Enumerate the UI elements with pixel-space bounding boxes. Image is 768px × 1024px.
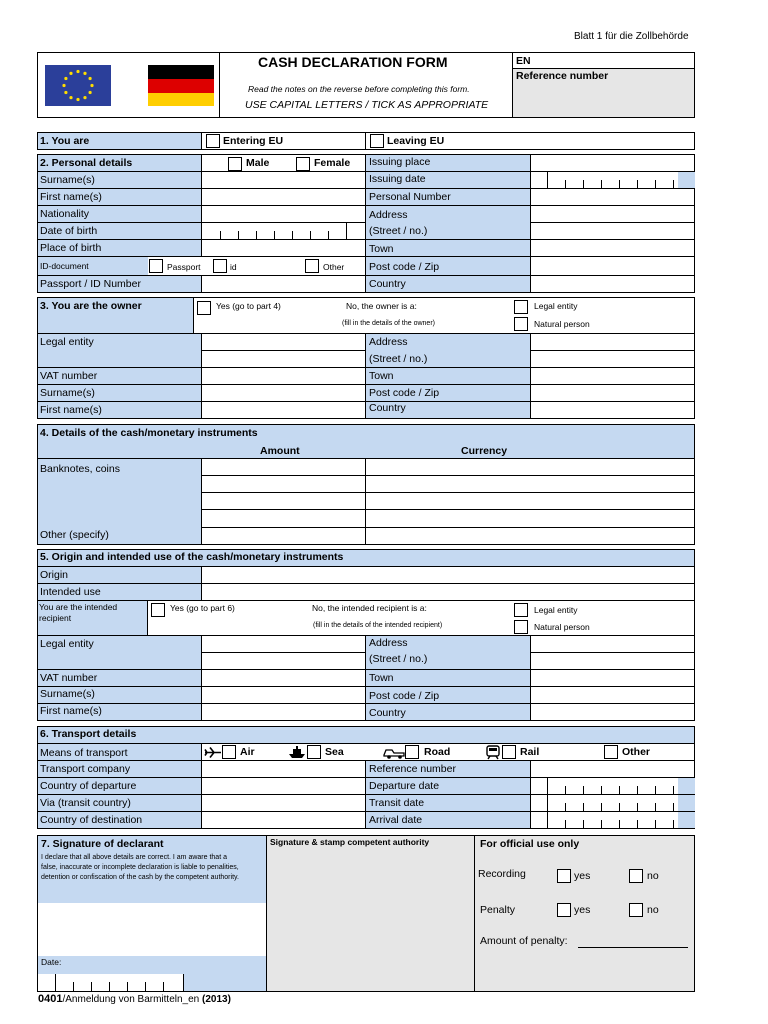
recording-no-checkbox[interactable]: [629, 869, 643, 883]
sheet-note: Blatt 1 für die Zollbehörde: [574, 31, 689, 42]
owner-country-field[interactable]: [530, 401, 695, 419]
owner-no-label: No, the owner is a:: [346, 301, 417, 311]
owner-vat-field[interactable]: [201, 367, 366, 385]
leaving-eu-checkbox[interactable]: [370, 134, 384, 148]
sea-label: Sea: [325, 746, 344, 758]
pob-label: Place of birth: [40, 242, 102, 254]
recipient-legal-entity-field-1[interactable]: [201, 635, 366, 653]
penalty-label: Penalty: [480, 904, 516, 916]
air-checkbox[interactable]: [222, 745, 236, 759]
amount-field-3[interactable]: [201, 492, 366, 510]
airplane-icon: [204, 746, 222, 759]
passport-id-field[interactable]: [201, 275, 366, 293]
transit-date-field[interactable]: [530, 794, 695, 812]
leaving-eu-label: Leaving EU: [387, 135, 445, 147]
issuing-place-label: Issuing place: [369, 156, 431, 168]
date-label: Date:: [41, 957, 62, 967]
owner-vat-label: VAT number: [40, 370, 98, 382]
departure-country-label: Country of departure: [40, 780, 137, 792]
personal-number-label: Personal Number: [369, 191, 451, 203]
nationality-label: Nationality: [40, 208, 90, 220]
footer-year: (2013): [202, 994, 231, 1005]
owner-street-label: (Street / no.): [369, 353, 428, 365]
entering-eu-cell: [201, 132, 366, 150]
language-box: [512, 52, 695, 69]
issuing-date-field[interactable]: [530, 171, 695, 189]
owner-legal-entity-checkbox[interactable]: [514, 300, 528, 314]
gender-cell: [201, 154, 366, 172]
town-label: Town: [369, 243, 394, 255]
leaving-eu-cell: [365, 132, 695, 150]
origin-label: Origin: [40, 569, 69, 581]
owner-natural-person-option: Natural person: [534, 319, 590, 329]
id-label: id: [230, 262, 237, 272]
other-transport-label: Other: [622, 746, 651, 758]
surname-label: Surname(s): [40, 174, 95, 186]
recipient-first-name-field[interactable]: [201, 703, 366, 721]
recipient-town-field[interactable]: [530, 669, 695, 687]
owner-yes-checkbox[interactable]: [197, 301, 211, 315]
stamp-box[interactable]: [266, 835, 475, 992]
s6-title: 6. Transport details: [40, 728, 137, 740]
owner-legal-entity-field-2[interactable]: [201, 350, 366, 368]
address-field-1[interactable]: [530, 205, 695, 223]
transit-country-label: Via (transit country): [40, 797, 131, 809]
recipient-address-label: Address: [369, 637, 408, 649]
penalty-no-checkbox[interactable]: [629, 903, 643, 917]
recording-no-label: no: [647, 870, 659, 882]
pob-field[interactable]: [201, 239, 366, 257]
owner-legal-entity-option: Legal entity: [534, 301, 578, 311]
recipient-legal-entity-field-2[interactable]: [201, 652, 366, 670]
sea-checkbox[interactable]: [307, 745, 321, 759]
owner-town-label: Town: [369, 370, 394, 382]
passport-checkbox[interactable]: [149, 259, 163, 273]
declaration-line-1: I declare that all above details are correct. I am aware that a: [41, 854, 227, 861]
banknotes-label: Banknotes, coins: [40, 463, 120, 475]
recipient-country-field[interactable]: [530, 703, 695, 721]
male-label: Male: [246, 157, 270, 169]
address-label: Address: [369, 209, 408, 221]
recipient-postcode-label: Post code / Zip: [369, 690, 440, 702]
owner-first-name-label: First name(s): [40, 404, 102, 416]
penalty-yes-label: yes: [574, 904, 591, 916]
origin-field[interactable]: [201, 566, 695, 584]
arrival-date-field[interactable]: [530, 811, 695, 829]
s2-title: 2. Personal details: [40, 157, 133, 169]
owner-surname-field[interactable]: [201, 384, 366, 402]
owner-first-name-field[interactable]: [201, 401, 366, 419]
recipient-label-2: recipient: [39, 613, 72, 623]
rail-label: Rail: [520, 746, 540, 758]
recipient-legal-entity-option: Legal entity: [534, 605, 578, 615]
other-doc-checkbox[interactable]: [305, 259, 319, 273]
nationality-field[interactable]: [201, 205, 366, 223]
amount-field-4[interactable]: [201, 509, 366, 528]
penalty-yes-checkbox[interactable]: [557, 903, 571, 917]
town-field[interactable]: [530, 239, 695, 257]
s4-header: [37, 424, 695, 459]
eu-flag-icon: [45, 65, 111, 106]
language-code: EN: [516, 55, 531, 67]
recipient-yes-label: Yes (go to part 6): [170, 603, 235, 613]
declarant-signature-field[interactable]: [38, 903, 266, 956]
transport-company-label: Transport company: [40, 763, 131, 775]
declaration-line-3: detention or confiscation of the cash by the competent authority.: [41, 874, 239, 881]
currency-header: Currency: [461, 445, 508, 457]
recipient-yes-checkbox[interactable]: [151, 603, 165, 617]
recipient-legal-entity-label: Legal entity: [40, 638, 94, 650]
address-field-2[interactable]: [530, 222, 695, 240]
personal-number-field[interactable]: [530, 188, 695, 206]
female-label: Female: [314, 157, 351, 169]
official-title: For official use only: [480, 838, 580, 850]
intended-use-label: Intended use: [40, 586, 101, 598]
transport-reference-field[interactable]: [530, 760, 695, 778]
owner-options: [193, 297, 695, 334]
id-checkbox[interactable]: [213, 259, 227, 273]
owner-address-field-1[interactable]: [530, 333, 695, 351]
surname-field[interactable]: [201, 171, 366, 189]
declarant-box: [37, 835, 267, 992]
german-flag-icon: [148, 65, 214, 106]
owner-country-label: Country: [369, 402, 406, 414]
country-label: Country: [369, 278, 406, 290]
recipient-surname-field[interactable]: [201, 686, 366, 704]
transit-country-field[interactable]: [201, 794, 366, 812]
owner-legal-entity-label: Legal entity: [40, 336, 94, 348]
s4-title: 4. Details of the cash/monetary instruments: [40, 427, 258, 439]
recipient-label-1: You are the intended: [39, 602, 118, 612]
recipient-address-field-2[interactable]: [530, 652, 695, 670]
passport-id-label: Passport / ID Number: [40, 278, 141, 290]
owner-yes-label: Yes (go to part 4): [216, 301, 281, 311]
caps-note: USE CAPITAL LETTERS / TICK AS APPROPRIATE: [245, 99, 489, 111]
recipient-first-name-label: First name(s): [40, 705, 102, 717]
recipient-country-label: Country: [369, 707, 406, 719]
form-code: 0401: [38, 993, 63, 1005]
declaration-line-2: false, inaccurate or incomplete declaration is liable to penalities,: [41, 864, 239, 871]
entering-eu-label: Entering EU: [223, 135, 284, 147]
instruction-note: Read the notes on the reverse before completing this form.: [248, 84, 470, 94]
transport-company-field[interactable]: [201, 760, 366, 778]
other-transport-checkbox[interactable]: [604, 745, 618, 759]
recipient-natural-person-checkbox[interactable]: [514, 620, 528, 634]
male-checkbox[interactable]: [228, 157, 242, 171]
recipient-town-label: Town: [369, 672, 394, 684]
departure-date-label: Departure date: [369, 780, 440, 792]
title-box: [219, 52, 513, 118]
id-document-row: [37, 256, 366, 276]
reference-box: [512, 68, 695, 118]
currency-field-5[interactable]: [365, 527, 695, 545]
dob-label: Date of birth: [40, 225, 98, 237]
female-checkbox[interactable]: [296, 157, 310, 171]
date-area: [38, 956, 266, 991]
issuing-date-label: Issuing date: [369, 173, 426, 185]
transit-date-label: Transit date: [369, 797, 425, 809]
owner-postcode-label: Post code / Zip: [369, 387, 440, 399]
issuing-place-field[interactable]: [530, 154, 695, 172]
destination-country-label: Country of destination: [40, 814, 143, 826]
s7-title: 7. Signature of declarant: [41, 838, 164, 850]
dob-field[interactable]: [201, 222, 366, 240]
recording-label: Recording: [478, 868, 526, 880]
recipient-address-field-1[interactable]: [530, 635, 695, 653]
amount-header: Amount: [260, 445, 300, 457]
other-doc-label: Other: [323, 262, 345, 272]
currency-field-1[interactable]: [365, 458, 695, 476]
owner-natural-person-checkbox[interactable]: [514, 317, 528, 331]
car-icon: [383, 746, 405, 759]
road-label: Road: [424, 746, 451, 758]
penalty-amount-line[interactable]: [578, 947, 688, 948]
amount-field-5[interactable]: [201, 527, 366, 545]
recipient-fill-note: (fill in the details of the intended recipient): [313, 622, 443, 629]
recipient-no-label: No, the intended recipient is a:: [312, 603, 427, 613]
air-label: Air: [240, 746, 255, 758]
recipient-postcode-field[interactable]: [530, 686, 695, 704]
recipient-natural-person-option: Natural person: [534, 622, 590, 632]
recipient-options: [147, 600, 695, 636]
owner-fill-note: (fill in the details of the owner): [342, 320, 435, 327]
owner-address-label: Address: [369, 336, 408, 348]
id-doc-label: ID-document: [40, 261, 89, 271]
official-use-box: [474, 835, 695, 992]
reference-label: Reference number: [516, 70, 609, 82]
first-name-label: First name(s): [40, 191, 102, 203]
owner-town-field[interactable]: [530, 367, 695, 385]
transport-reference-label: Reference number: [369, 763, 456, 775]
road-checkbox[interactable]: [405, 745, 419, 759]
owner-postcode-field[interactable]: [530, 384, 695, 402]
means-label: Means of transport: [40, 747, 128, 759]
recording-yes-label: yes: [574, 870, 591, 882]
ship-icon: [287, 745, 307, 759]
s1-title-cell: [37, 132, 202, 150]
arrival-date-label: Arrival date: [369, 814, 423, 826]
penalty-amount-label: Amount of penalty:: [480, 935, 568, 947]
postcode-field[interactable]: [530, 256, 695, 276]
destination-country-field[interactable]: [201, 811, 366, 829]
amount-field-2[interactable]: [201, 475, 366, 493]
date-field[interactable]: [38, 974, 184, 991]
train-icon: [485, 745, 501, 760]
flags-box: [37, 52, 220, 118]
postcode-label: Post code / Zip: [369, 261, 440, 273]
recipient-legal-entity-checkbox[interactable]: [514, 603, 528, 617]
owner-legal-entity-field-1[interactable]: [201, 333, 366, 351]
currency-field-3[interactable]: [365, 492, 695, 510]
rail-checkbox[interactable]: [502, 745, 516, 759]
s3-title: 3. You are the owner: [40, 300, 142, 312]
entering-eu-checkbox[interactable]: [206, 134, 220, 148]
first-name-field[interactable]: [201, 188, 366, 206]
intended-use-field[interactable]: [201, 583, 695, 601]
amount-field-1[interactable]: [201, 458, 366, 476]
departure-country-field[interactable]: [201, 777, 366, 795]
s5-title: 5. Origin and intended use of the cash/monetary instruments: [40, 551, 344, 563]
footer: [38, 994, 231, 1005]
means-options: [201, 743, 695, 761]
owner-surname-label: Surname(s): [40, 387, 95, 399]
recipient-street-label: (Street / no.): [369, 653, 428, 665]
currency-field-4[interactable]: [365, 509, 695, 528]
street-label: (Street / no.): [369, 225, 428, 237]
currency-field-2[interactable]: [365, 475, 695, 493]
stamp-label: Signature & stamp competent authority: [270, 837, 430, 847]
s1-title: 1. You are: [40, 135, 90, 147]
recipient-vat-label: VAT number: [40, 672, 98, 684]
recording-yes-checkbox[interactable]: [557, 869, 571, 883]
country-field[interactable]: [530, 275, 695, 293]
footer-text: /Anmeldung von Barmitteln_en: [62, 994, 203, 1005]
recipient-vat-field[interactable]: [201, 669, 366, 687]
recipient-surname-label: Surname(s): [40, 688, 95, 700]
departure-date-field[interactable]: [530, 777, 695, 795]
penalty-no-label: no: [647, 904, 659, 916]
passport-label: Passport: [167, 262, 201, 272]
owner-address-field-2[interactable]: [530, 350, 695, 368]
other-specify-label: Other (specify): [40, 529, 109, 541]
form-title: CASH DECLARATION FORM: [258, 54, 448, 70]
